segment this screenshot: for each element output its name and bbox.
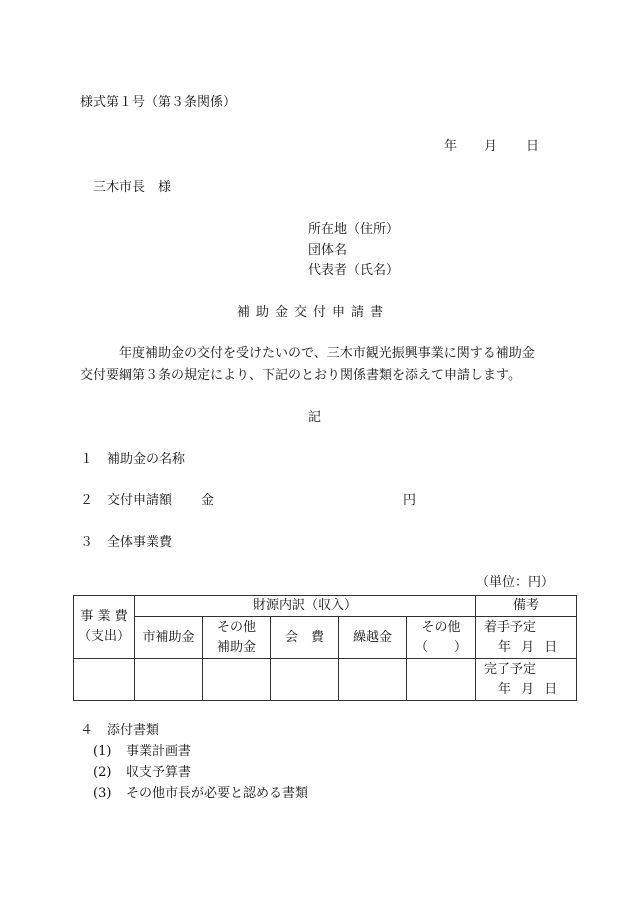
amount-prefix: 金 xyxy=(201,493,215,508)
body-line-1: 年度補助金の交付を受けたいので、三木市観光振興事業に関する補助金 xyxy=(119,346,535,361)
remarks-header: 備考 xyxy=(476,596,577,617)
carryover-cell[interactable] xyxy=(339,659,407,701)
funding-header: 財源内訳（収入） xyxy=(135,596,476,617)
item-4-number: ４ xyxy=(80,723,94,738)
end-label: 完了予定 xyxy=(484,661,537,677)
item-1-label: 補助金の名称 xyxy=(107,452,186,467)
addressee: 三木市長 様 xyxy=(93,180,172,195)
other-subsidy-line-1: その他 xyxy=(216,619,256,635)
attachment-2-label: 収支予算書 xyxy=(126,765,192,780)
membership-fee-cell[interactable] xyxy=(271,659,339,701)
end-date: 年 月 日 xyxy=(498,681,558,697)
item-1-number: １ xyxy=(80,452,94,467)
start-date-note xyxy=(476,617,577,659)
other-cell[interactable] xyxy=(407,659,476,701)
attachment-1-label: 事業計画書 xyxy=(126,744,192,759)
amount-suffix: 円 xyxy=(403,493,417,508)
end-date-note xyxy=(476,659,577,701)
attachment-3-label: その他市長が必要と認める書類 xyxy=(126,786,309,801)
item-2-number: ２ xyxy=(80,493,94,508)
start-label: 着手予定 xyxy=(484,619,537,635)
city-subsidy-header: 市補助金 xyxy=(135,617,203,659)
table-unit: （単位：円） xyxy=(476,575,555,590)
date-year: 年 xyxy=(444,139,458,154)
other-subsidy-header xyxy=(203,617,271,659)
other-subsidy-cell[interactable] xyxy=(203,659,271,701)
expense-header-line-2: （支出） xyxy=(77,629,130,644)
form-number: 様式第１号（第３条関係） xyxy=(80,95,237,110)
body-line-2: 交付要綱第３条の規定により、下記のとおり関係書類を添えて申請します。 xyxy=(80,368,521,383)
item-3-number: ３ xyxy=(80,535,94,550)
document-title: 補助金交付申請書 xyxy=(237,305,390,320)
item-4-label: 添付書類 xyxy=(107,723,160,738)
other-line-2: （ ） xyxy=(415,639,468,655)
table-header-row-2 xyxy=(74,617,577,659)
membership-fee-header: 会 費 xyxy=(271,617,339,659)
table-data-row xyxy=(74,659,577,701)
expense-cell[interactable] xyxy=(74,659,135,701)
date-month: 月 xyxy=(484,139,498,154)
attachment-1-number: (1) xyxy=(93,744,112,759)
expense-header xyxy=(74,596,135,659)
address-label: 所在地（住所） xyxy=(308,222,400,237)
attachment-2-number: (2) xyxy=(93,765,112,780)
expense-header-line-1: 事 業 費 xyxy=(80,609,128,624)
representative-label: 代表者（氏名） xyxy=(308,263,400,278)
item-2-label: 交付申請額 xyxy=(107,493,173,508)
city-subsidy-cell[interactable] xyxy=(135,659,203,701)
other-header xyxy=(407,617,476,659)
date-day: 日 xyxy=(526,139,540,154)
funding-table xyxy=(73,595,577,701)
other-subsidy-line-2: 補助金 xyxy=(216,639,256,655)
item-3-label: 全体事業費 xyxy=(107,535,173,550)
body-paragraph xyxy=(80,343,570,387)
table-header-row-1 xyxy=(74,596,577,617)
carryover-header: 繰越金 xyxy=(339,617,407,659)
attachment-3-number: (3) xyxy=(93,786,112,801)
ki-heading: 記 xyxy=(308,410,322,425)
group-label: 団体名 xyxy=(308,243,348,258)
other-line-1: その他 xyxy=(421,619,461,635)
start-date: 年 月 日 xyxy=(498,639,558,655)
